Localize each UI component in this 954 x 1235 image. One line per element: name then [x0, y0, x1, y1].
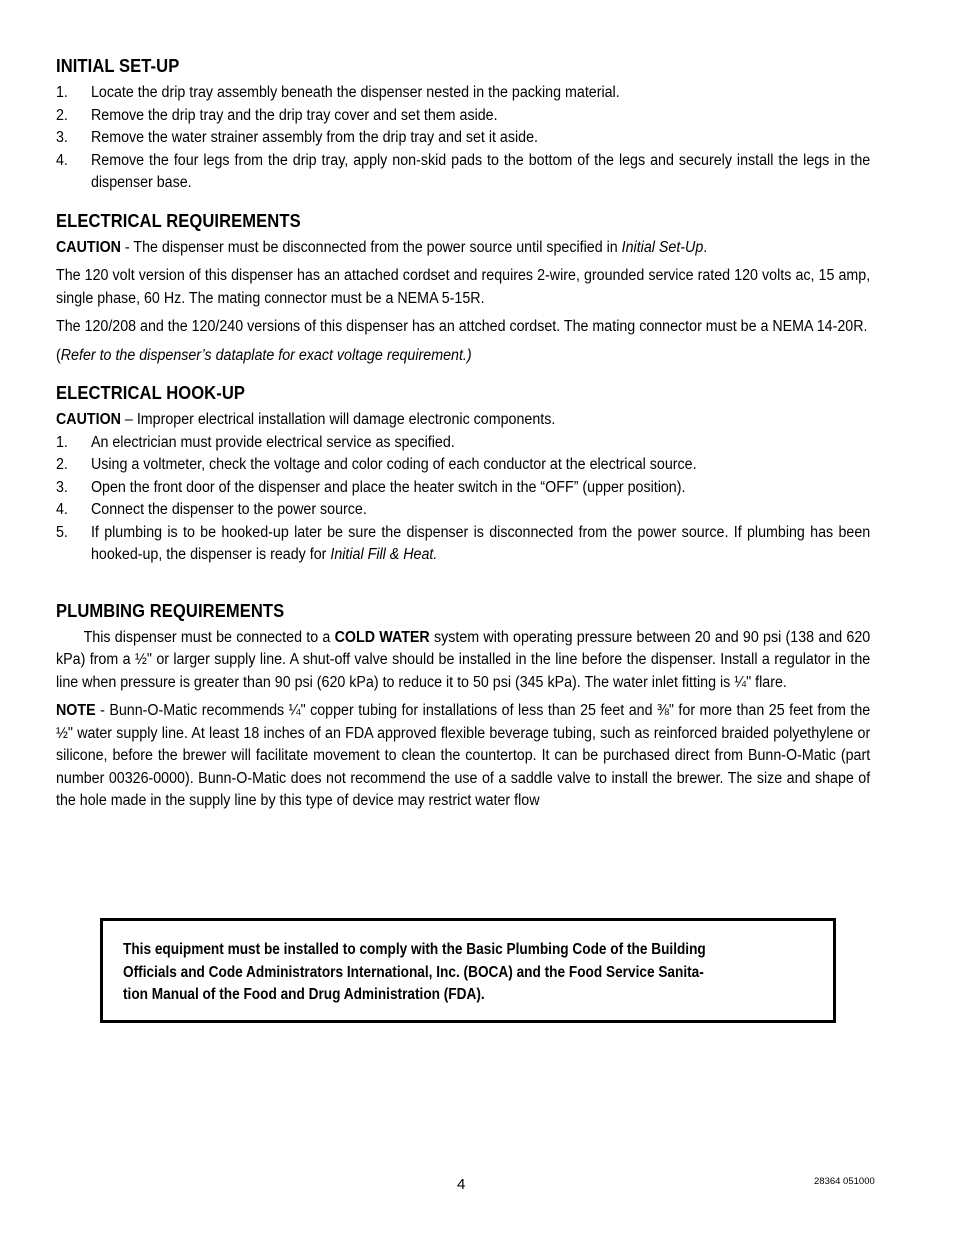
voltage-120-paragraph: The 120 volt version of this dispenser has an attached cordset and requires 2-wire, grounded service rated 120 volts ac, 15 amp, single phase, 60 Hz. The mating connector must be a NEMA 5-15R.: [56, 267, 871, 307]
plumbing-note-paragraph: NOTE - Bunn-O-Matic recommends ¼" copper tubing for installations of less than 25 feet and ⅜" for more than 25 feet from the ½" water supply line. At least 18 inches of an FDA approved flexible beverage tubing, such as reinforced braided polyethylene or silicone, before the brewer will facilitate movement to clean the countertop. It can be purchased direct from Bunn-O-Matic (part number 00326-0000). Bunn-O-Matic does not recommend the use of a saddle valve to install the brewer. The size and shape of the hole made in the supply line by this type of device may restrict water flow: [56, 702, 871, 809]
caution-label: CAUTION: [56, 411, 121, 428]
list-item: 4. Remove the four legs from the drip tray, apply non-skid pads to the bottom of the legs and securely install the legs in the dispenser base.: [56, 151, 871, 191]
notice-line: This equipment must be installed to comply with the Basic Plumbing Code of the Building: [123, 941, 706, 958]
list-item: 3. Open the front door of the dispenser and place the heater switch in the “OFF” (upper position).: [56, 478, 686, 496]
caution-paragraph: CAUTION - The dispenser must be disconnected from the power source until specified in Initial Set-Up.: [56, 238, 708, 256]
notice-line: tion Manual of the Food and Drug Administration (FDA).: [123, 986, 485, 1003]
list-item: 3. Remove the water strainer assembly from the drip tray and set it aside.: [56, 129, 538, 146]
cold-water-emphasis: COLD WATER: [334, 628, 430, 646]
manual-page: [56, 54, 870, 827]
note-label: NOTE: [56, 702, 96, 719]
initial-setup-list: [56, 82, 870, 195]
plumbing-requirements-heading: PLUMBING REQUIREMENTS: [56, 600, 285, 621]
voltage-208-240-paragraph: The 120/208 and the 120/240 versions of this dispenser has an attched cordset. The mating connector must be a NEMA 14-20R.: [56, 318, 868, 335]
list-item: 4. Connect the dispenser to the power source.: [56, 501, 367, 518]
electrical-hookup-list: [56, 432, 870, 567]
plumbing-requirements-section: [56, 599, 870, 813]
electrical-hookup-section: [56, 381, 870, 567]
initial-setup-section: [56, 54, 870, 195]
electrical-hookup-heading: ELECTRICAL HOOK-UP: [56, 383, 246, 403]
list-item: 2. Remove the drip tray and the drip tray cover and set them aside.: [56, 106, 498, 124]
dataplate-note: (Refer to the dispenser’s dataplate for exact voltage requirement.): [56, 346, 472, 364]
electrical-requirements-heading: ELECTRICAL REQUIREMENTS: [56, 210, 301, 231]
initial-fill-heat-reference: Initial Fill & Heat.: [330, 546, 438, 563]
document-code: 28364 051000: [814, 1176, 875, 1187]
caution-label: CAUTION: [56, 238, 121, 256]
electrical-requirements-section: [56, 209, 870, 368]
list-item: 5. If plumbing is to be hooked-up later be sure the dispenser is disconnected from the power source. If plumbing has been hooked-up, the dispenser is ready for Initial Fill & Heat.: [56, 523, 871, 563]
notice-text: [123, 939, 801, 1007]
list-item: 1. Locate the drip tray assembly beneath the dispenser nested in the packing material.: [56, 84, 620, 101]
initial-setup-heading: INITIAL SET-UP: [56, 56, 180, 76]
list-item: 2. Using a voltmeter, check the voltage and color coding of each conductor at the electrical source.: [56, 456, 697, 473]
initial-setup-reference: Initial Set-Up: [621, 238, 704, 256]
plumbing-code-notice-box: [100, 918, 836, 1023]
caution-paragraph: CAUTION – Improper electrical installation will damage electronic components.: [56, 411, 556, 428]
list-item: 1. An electrician must provide electrical service as specified.: [56, 433, 455, 451]
page-number: 4: [457, 1176, 466, 1193]
plumbing-paragraph: This dispenser must be connected to a COLD WATER system with operating pressure between 20 and 90 psi (138 and 620 kPa) from a ½" or larger supply line. A shut-off valve should be installed in the line before the dispenser. Install a regulator in the line when pressure is greater than 90 psi (620 kPa) to reduce it to 50 psi (345 kPa). The water inlet fitting is ¼" flare.: [56, 628, 871, 691]
notice-line: Officials and Code Administrators International, Inc. (BOCA) and the Food Service Sanita-: [123, 963, 704, 981]
